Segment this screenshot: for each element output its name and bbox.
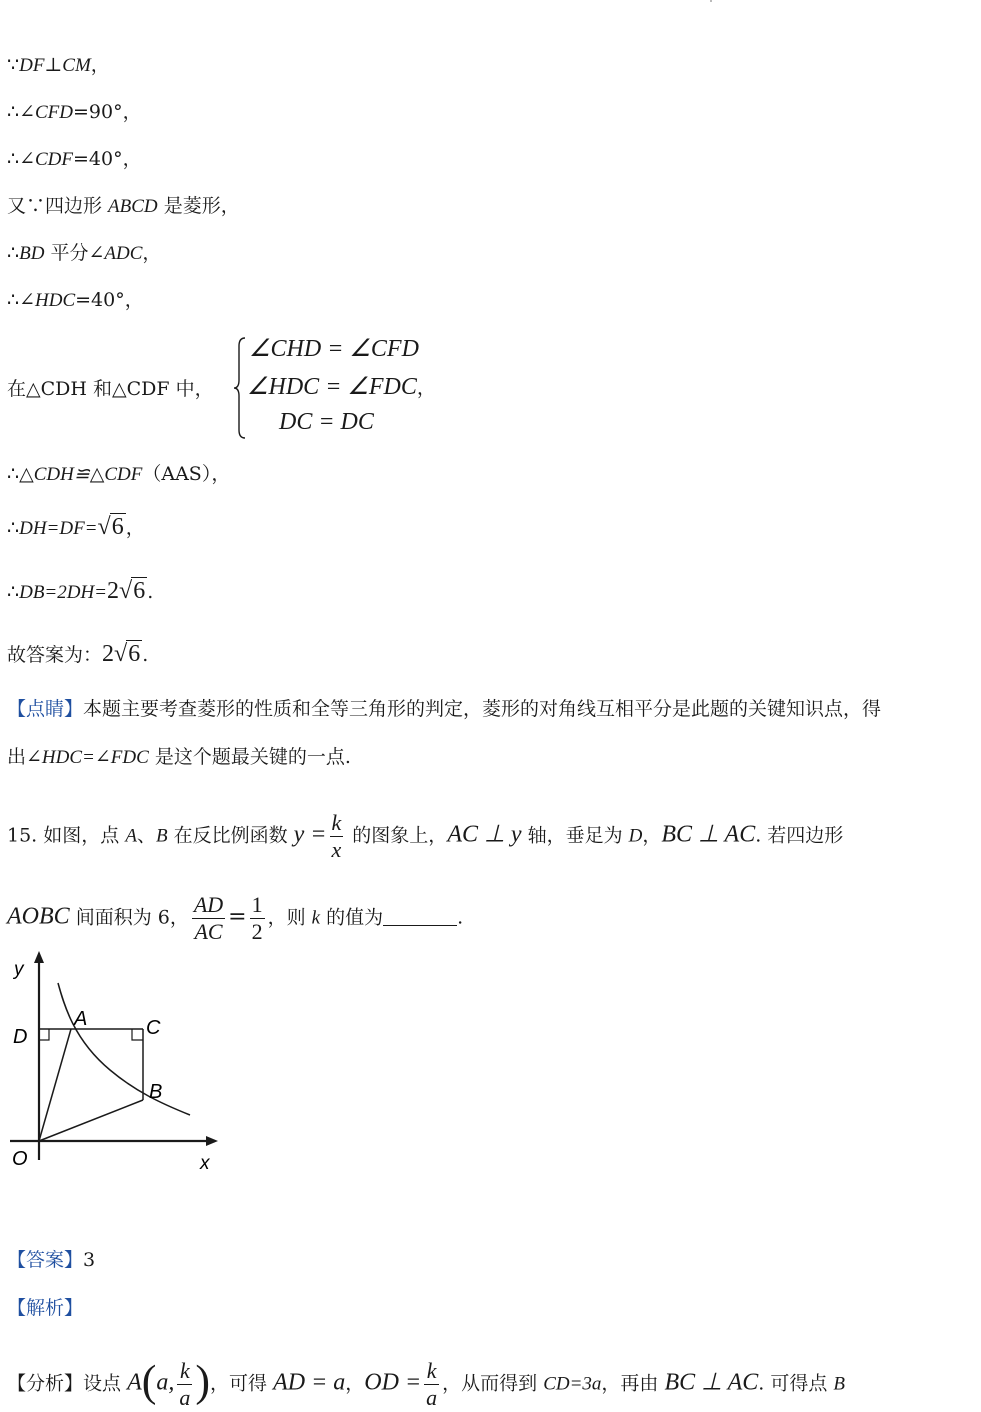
- variable-k: k: [311, 907, 321, 929]
- expr: DF⊥CM: [19, 55, 91, 76]
- punct: ，: [90, 54, 110, 76]
- equation-1: ∠CHD = ∠CFD: [249, 336, 419, 362]
- quadrilateral: AOBC: [7, 903, 70, 930]
- because-symbol: ∵: [7, 54, 20, 76]
- comment-line-2: [7, 745, 351, 770]
- text: 是菱形，: [157, 195, 240, 217]
- problem-line-1: [7, 810, 843, 863]
- equation-od: OD =: [364, 1369, 422, 1396]
- label-b: B: [149, 1081, 163, 1103]
- line-11: [7, 642, 148, 667]
- radicand: 6: [128, 641, 141, 667]
- function-lhs: y =: [293, 821, 327, 848]
- point-b: B: [155, 825, 168, 847]
- text: 是这个题最关键的一点.: [148, 746, 351, 768]
- segment-ob: [39, 1100, 143, 1141]
- line-2: [7, 100, 142, 125]
- expr: DB=2DH=: [19, 582, 108, 603]
- coefficient: 2: [102, 641, 115, 667]
- condition-2: BC ⊥ AC: [661, 821, 756, 848]
- left-brace: [233, 336, 247, 440]
- line-3: [7, 147, 142, 172]
- expr: DH=DF=: [19, 518, 98, 539]
- expr: ∠CDF: [19, 149, 74, 170]
- condition-1: AC ⊥ y: [447, 821, 522, 848]
- equation-2: [247, 372, 436, 401]
- therefore-symbol: ∴: [7, 581, 20, 603]
- therefore-symbol: ∴: [7, 289, 20, 311]
- text: 设点: [83, 1372, 128, 1395]
- fraction-k-over-a: [177, 1358, 192, 1411]
- label-c: C: [146, 1017, 161, 1039]
- hyperbola-curve: [58, 983, 190, 1115]
- fraction-one-half: [250, 892, 265, 945]
- text: （AAS），: [142, 463, 231, 485]
- text: 出: [7, 746, 27, 768]
- two-sqrt-6: 2√6: [102, 641, 141, 667]
- line-10: [7, 579, 153, 605]
- denominator: a: [179, 1385, 191, 1410]
- text: 轴，垂足为: [521, 824, 629, 847]
- line-1: [7, 53, 110, 78]
- label-d: D: [13, 1026, 28, 1048]
- condition-perp: BC ⊥ AC: [664, 1369, 759, 1396]
- equation-ad: AD = a: [273, 1369, 346, 1396]
- text: ，: [345, 1372, 365, 1395]
- problem-line-2: [7, 892, 463, 945]
- denominator: 2: [251, 919, 263, 944]
- fraction-k-over-x: [330, 810, 344, 863]
- line-9: [7, 515, 145, 541]
- text: 故答案为：: [7, 644, 103, 666]
- text: 、: [136, 824, 156, 847]
- point-a: A: [125, 825, 137, 847]
- expr: ∠CFD: [19, 102, 74, 123]
- fraction-k-over-a-2: [424, 1358, 439, 1411]
- expr: ∠ADC: [88, 243, 143, 264]
- text: .: [457, 906, 464, 929]
- radicand: 6: [111, 514, 124, 540]
- text: =40°，: [75, 289, 144, 311]
- answer-line: [7, 1248, 95, 1272]
- equation-cd: CD=3a: [543, 1373, 602, 1395]
- text: ，从而得到: [442, 1372, 544, 1395]
- text: .: [142, 644, 149, 666]
- y-arrow-icon: [34, 951, 44, 963]
- comment-tag: 【点睛】: [7, 698, 84, 720]
- text: ，: [125, 517, 145, 539]
- right-angle-d: [39, 1029, 49, 1040]
- expr: △CDH≌△CDF: [19, 464, 143, 485]
- left-paren: (: [141, 1356, 157, 1406]
- therefore-symbol: ∴: [7, 101, 20, 123]
- text: 如图，点: [43, 824, 126, 847]
- text: 又∵四边形: [7, 195, 109, 217]
- denominator: a: [426, 1385, 438, 1410]
- answer-tag: 【答案】: [7, 1249, 84, 1271]
- fraction-ad-over-ac: [192, 892, 225, 945]
- text: . 可得点: [758, 1372, 834, 1395]
- geometry-figure: [0, 945, 240, 1185]
- expr: ∠HDC: [19, 290, 76, 311]
- text: 在△CDH 和△CDF 中，: [7, 378, 214, 400]
- label-y: y: [14, 959, 24, 980]
- expr: ABCD: [108, 196, 158, 217]
- text: 平分: [44, 242, 89, 264]
- analysis-tag: 【解析】: [7, 1297, 84, 1319]
- numerator: 1: [251, 892, 263, 917]
- point-b: B: [833, 1373, 846, 1395]
- text: . 若四边形: [755, 824, 844, 847]
- expr: ∠HDC=∠FDC: [26, 747, 149, 768]
- right-paren: ): [195, 1356, 211, 1406]
- two-sqrt-6: 2√6: [107, 578, 146, 604]
- right-angle-c: [132, 1029, 143, 1040]
- denominator: x: [331, 837, 342, 862]
- problem-number: 15.: [7, 824, 38, 847]
- text: ，: [142, 242, 162, 264]
- eq2-text: ∠HDC = ∠FDC: [247, 374, 417, 400]
- coord-x: a,: [156, 1369, 175, 1396]
- radicand: 6: [133, 578, 146, 604]
- equals: =: [228, 904, 247, 930]
- x-arrow-icon: [206, 1136, 218, 1146]
- comment-line-1: [7, 697, 881, 721]
- numerator: k: [177, 1358, 192, 1385]
- text: ，则: [267, 906, 312, 929]
- text: =40°，: [73, 148, 142, 170]
- therefore-symbol: ∴: [7, 242, 20, 264]
- line-8: [7, 462, 230, 487]
- point-a: A: [127, 1369, 142, 1396]
- text: 本题主要考查菱形的性质和全等三角形的判定，菱形的对角线互相平分是此题的关键知识点，得: [83, 698, 882, 720]
- text: ，可得: [210, 1372, 274, 1395]
- expr: BD: [19, 243, 45, 264]
- text: .: [147, 581, 154, 603]
- segment-oa: [39, 1029, 71, 1141]
- line-6: [7, 288, 144, 313]
- therefore-symbol: ∴: [7, 517, 20, 539]
- text: 的值为: [320, 906, 384, 929]
- denominator: AC: [194, 919, 223, 944]
- line-5: [7, 241, 161, 266]
- therefore-symbol: ∴: [7, 148, 20, 170]
- analysis-line: [7, 1296, 83, 1320]
- line-4: [7, 194, 240, 219]
- numerator: AD: [193, 892, 224, 917]
- label-x: x: [200, 1153, 210, 1174]
- header-mark: [710, 0, 712, 2]
- text: 间面积为 6，: [69, 906, 189, 929]
- text: =90°，: [73, 101, 142, 123]
- coefficient: 2: [107, 578, 120, 604]
- text: 的图象上，: [346, 824, 448, 847]
- solution-tag: 【分析】: [7, 1372, 84, 1395]
- therefore-symbol: ∴: [7, 463, 20, 485]
- label-o: O: [12, 1148, 28, 1170]
- congruence-system: [7, 332, 507, 442]
- text: 在反比例函数: [167, 824, 294, 847]
- answer-value: 3: [83, 1249, 96, 1271]
- numerator: k: [331, 810, 342, 835]
- label-a: A: [74, 1008, 88, 1030]
- point-d: D: [628, 825, 643, 847]
- answer-blank: [383, 925, 457, 926]
- text: ，: [642, 824, 662, 847]
- equation-3: DC = DC: [279, 409, 374, 435]
- text: ，再由: [601, 1372, 665, 1395]
- numerator: k: [424, 1358, 439, 1385]
- solution-line: [7, 1358, 845, 1411]
- sqrt-6: √6: [97, 514, 124, 540]
- punct: ，: [416, 378, 436, 399]
